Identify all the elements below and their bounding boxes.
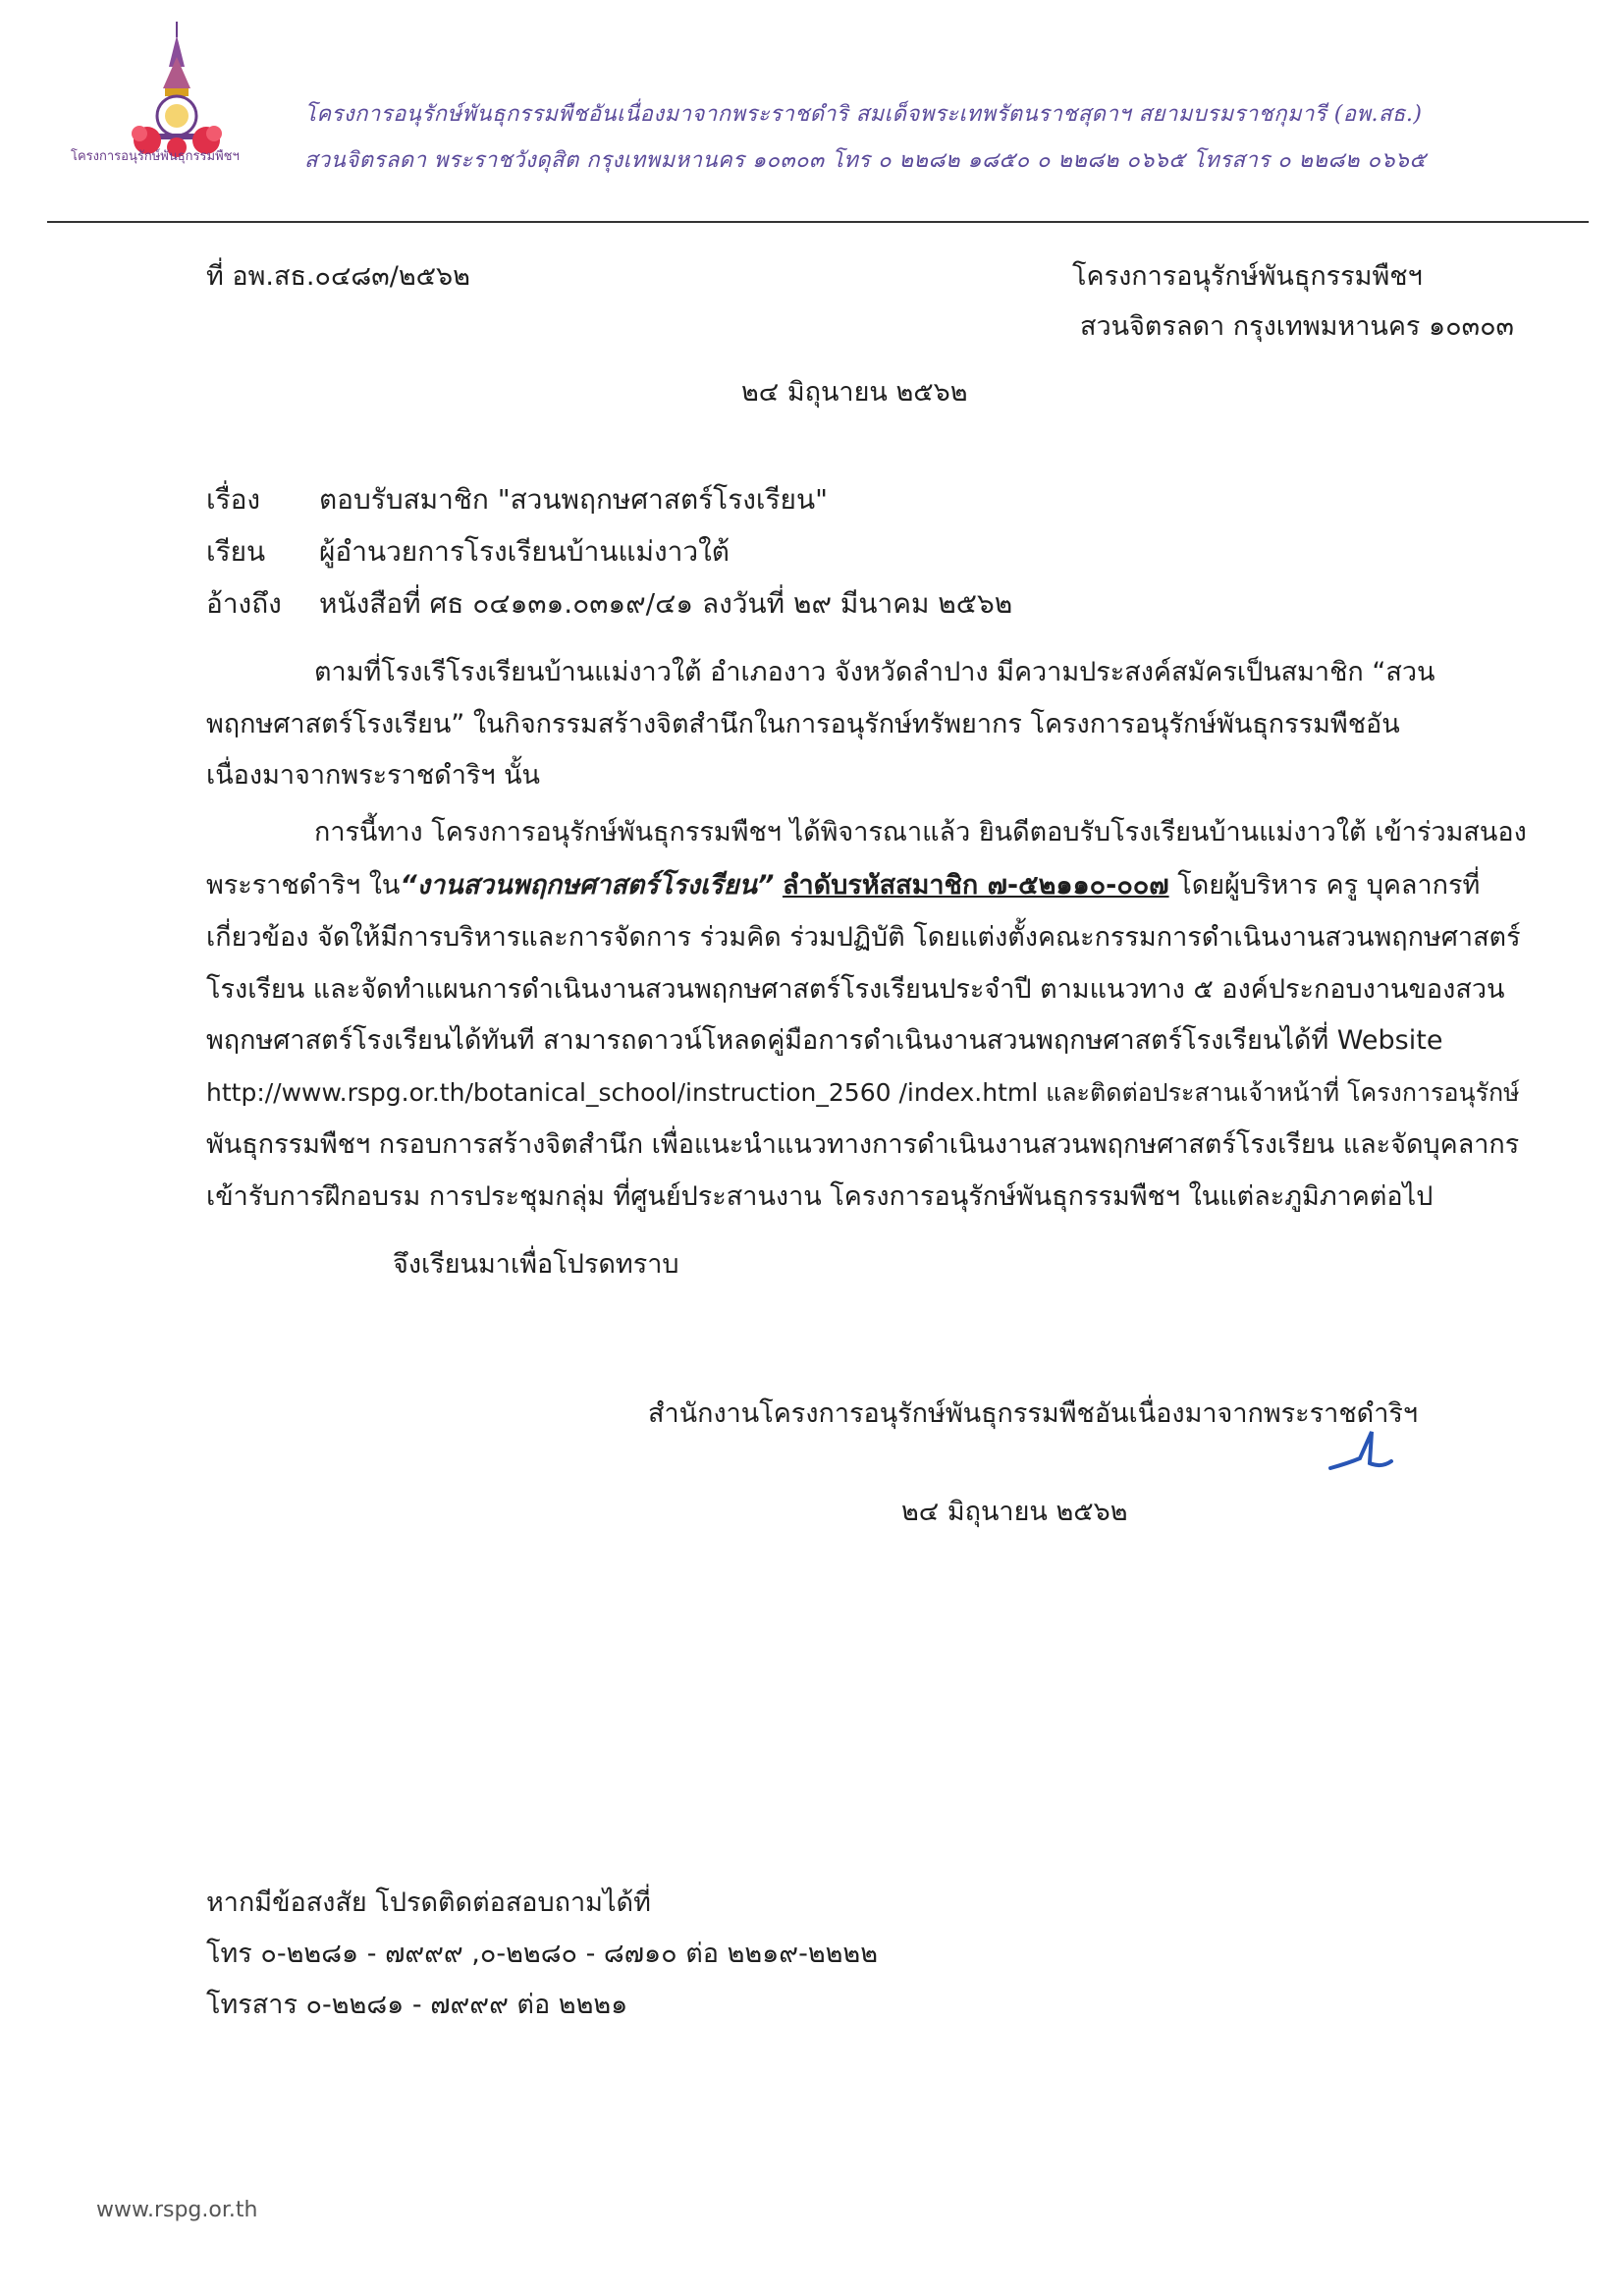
- subject-label: เรื่อง: [206, 483, 261, 516]
- contact-fax: โทรสาร ๐-๒๒๘๑ - ๗๙๙๙ ต่อ ๒๒๒๑: [206, 1990, 628, 2020]
- refer-label: อ้างถึง: [206, 587, 282, 620]
- closing-text: จึงเรียนมาเพื่อโปรดทราบ: [393, 1249, 679, 1280]
- subject-text: ตอบรับสมาชิก "สวนพฤกษศาสตร์โรงเรียน": [319, 483, 828, 516]
- paragraph-2-line-8: เข้ารับการฝึกอบรม การประชุมกลุ่ม ที่ศูนย์ประสานงาน โครงการอนุรักษ์พันธุกรรมพืชฯ ในแต่ละภูมิภาคต่อไป: [206, 1181, 1434, 1212]
- signature-org: สำนักงานโครงการอนุรักษ์พันธุกรรมพืชอันเนื่องมาจากพระราชดำริฯ: [648, 1398, 1419, 1429]
- member-code: ลำดับรหัสสมาชิก ๗-๕๒๑๑๐-๐๐๗: [782, 870, 1169, 901]
- letter-date: ๒๔ มิถุนายน ๒๕๖๒: [741, 377, 968, 408]
- paragraph-1-line-1: ตามที่โรงเรีโรงเรียนบ้านแม่งาวใต้ อำเภองาว จังหวัดลำปาง มีความประสงค์สมัครเป็นสมาชิก “สวน: [314, 657, 1435, 687]
- header-line-2: สวนจิตรลดา พระราชวังดุสิต กรุงเทพมหานคร ๑๐๓๐๓ โทร ๐ ๒๒๘๒ ๑๘๕๐ ๐ ๒๒๘๒ ๐๖๖๕ โทรสาร ๐ ๒๒๘๒ ๐๖๖๕: [304, 148, 1427, 173]
- signature-mark: [1321, 1414, 1399, 1483]
- paragraph-2-line-2: [206, 866, 1480, 905]
- contact-phone: โทร ๐-๒๒๘๑ - ๗๙๙๙ ,๐-๒๒๘๐ - ๘๗๑๐ ต่อ ๒๒๑๙-๒๒๒๒: [206, 1939, 879, 1969]
- paragraph-2-line-1: การนี้ทาง โครงการอนุรักษ์พันธุกรรมพืชฯ ได้พิจารณาแล้ว ยินดีตอบรับโรงเรียนบ้านแม่งาวใต้ เข้าร่วมสนอง: [314, 817, 1527, 847]
- sender-address: สวนจิตรลดา กรุงเทพมหานคร ๑๐๓๐๓: [1080, 311, 1515, 342]
- refer-text: หนังสือที่ ศธ ๐๔๑๓๑.๐๓๑๙/๔๑ ลงวันที่ ๒๙ มีนาคม ๒๕๖๒: [319, 587, 1013, 620]
- logo-caption: โครงการอนุรักษ์พันธุกรรมพืชฯ: [71, 149, 240, 164]
- header-line-1: โครงการอนุรักษ์พันธุกรรมพืชอันเนื่องมาจากพระราชดำริ สมเด็จพระเทพรัตนราชสุดาฯ สยามบรมราชกุมารี (อพ.สธ.): [304, 102, 1423, 127]
- paragraph-2-line-4: โรงเรียน และจัดทำแผนการดำเนินงานสวนพฤกษศาสตร์โรงเรียนประจำปี ตามแนวทาง ๕ องค์ประกอบงานของสวน: [206, 974, 1505, 1005]
- contact-intro: หากมีข้อสงสัย โปรดติดต่อสอบถามได้ที่: [206, 1887, 651, 1918]
- paragraph-2-line-3: เกี่ยวข้อง จัดให้มีการบริหารและการจัดการ ร่วมคิด ร่วมปฏิบัติ โดยแต่งตั้งคณะกรรมการดำเนินงานสวนพฤกษศาสตร์: [206, 922, 1521, 953]
- paragraph-1-line-3: เนื่องมาจากพระราชดำริฯ นั้น: [206, 760, 541, 791]
- sender-org: โครงการอนุรักษ์พันธุกรรมพืชฯ: [1072, 261, 1423, 292]
- to-text: ผู้อำนวยการโรงเรียนบ้านแม่งาวใต้: [319, 535, 730, 568]
- to-label: เรียน: [206, 535, 266, 568]
- paragraph-2-line-6: http://www.rspg.or.th/botanical_school/instruction_2560 /index.html และติดต่อประสานเจ้าหน้าที่ โครงการอนุรักษ์: [206, 1078, 1520, 1107]
- project-name-emphasis: “งานสวนพฤกษศาสตร์โรงเรียน”: [400, 870, 775, 901]
- paragraph-2-line-5: พฤกษศาสตร์โรงเรียนได้ทันที สามารถดาวน์โหลดคู่มือการดำเนินงานสวนพฤกษศาสตร์โรงเรียนได้ที่ Website: [206, 1025, 1443, 1056]
- header-divider: [47, 221, 1589, 223]
- reference-number: ที่ อพ.สธ.๐๔๘๓/๒๕๖๒: [206, 261, 470, 292]
- paragraph-2-line-2a: พระราชดำริฯ ใน: [206, 870, 401, 901]
- paragraph-1-line-2: พฤกษศาสตร์โรงเรียน” ในกิจกรรมสร้างจิตสำนึกในการอนุรักษ์ทรัพยากร โครงการอนุรักษ์พันธุกรรมพืชอัน: [206, 709, 1400, 739]
- paragraph-2-line-7: พันธุกรรมพืชฯ กรอบการสร้างจิตสำนึก เพื่อแนะนำแนวทางการดำเนินงานสวนพฤกษศาสตร์โรงเรียน และจัดบุคลากร: [206, 1129, 1520, 1160]
- signature-date: ๒๔ มิถุนายน ๒๕๖๒: [901, 1497, 1128, 1527]
- paragraph-2-line-2d: โดยผู้บริหาร ครู บุคลากรที่: [1177, 870, 1481, 901]
- footer-website: www.rspg.or.th: [96, 2198, 258, 2222]
